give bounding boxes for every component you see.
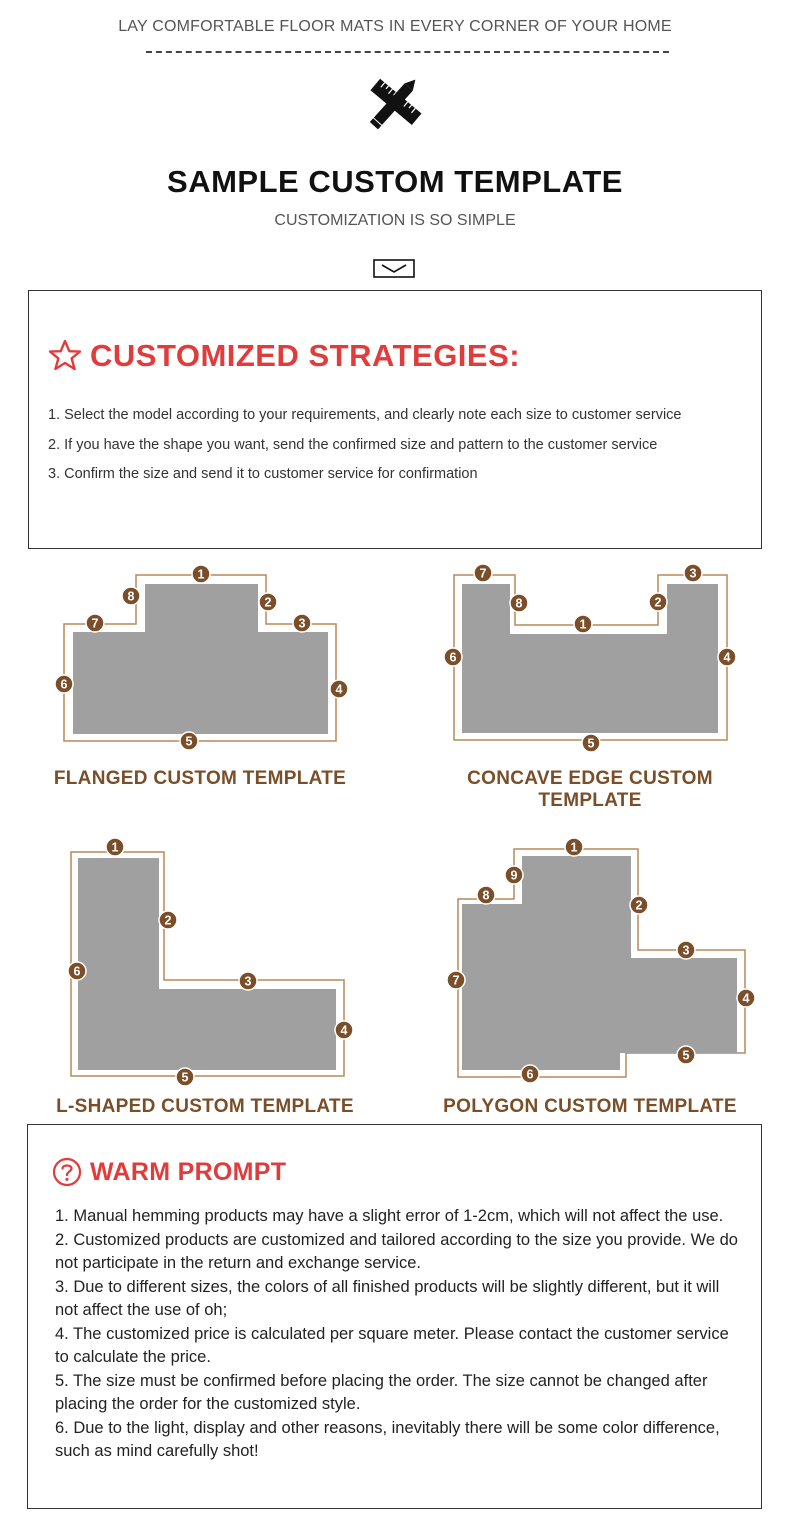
dimension-marker (649, 593, 667, 611)
dimension-marker (521, 1065, 539, 1083)
dimension-marker (505, 866, 523, 884)
l-shaped-template-diagram (40, 830, 370, 1090)
marker-number: 6 (449, 650, 457, 665)
dimension-marker (68, 962, 86, 980)
marker-number: 5 (682, 1048, 690, 1063)
dimension-marker (582, 734, 600, 752)
marker-number: 8 (515, 596, 523, 611)
question-circle-icon (52, 1157, 82, 1187)
marker-number: 6 (60, 677, 68, 692)
dashed-divider (146, 51, 669, 53)
polygon-template-diagram (430, 830, 760, 1090)
dimension-marker (574, 615, 592, 633)
dimension-marker (180, 732, 198, 750)
marker-number: 2 (654, 595, 662, 610)
dimension-marker (259, 593, 277, 611)
dimension-marker (684, 564, 702, 582)
dimension-marker (192, 565, 210, 583)
dimension-marker (106, 838, 124, 856)
dimension-marker (122, 587, 140, 605)
marker-number: 3 (682, 943, 690, 958)
marker-number: 5 (185, 734, 193, 749)
marker-number: 1 (579, 617, 587, 632)
tagline: LAY COMFORTABLE FLOOR MATS IN EVERY CORNER OF YOUR HOME (118, 18, 672, 35)
template-label-concave: CONCAVE EDGE CUSTOM TEMPLATE (467, 768, 713, 811)
marker-number: 5 (587, 736, 595, 751)
dimension-marker (159, 911, 177, 929)
ruler-pencil-icon (360, 72, 430, 134)
warm-prompt-list (55, 1205, 745, 1464)
list-item: 1. Select the model according to your requirements, and clearly note each size to customer service (48, 407, 682, 423)
dimension-marker (477, 886, 495, 904)
marker-number: 8 (482, 888, 490, 903)
template-label-l-shaped: L-SHAPED CUSTOM TEMPLATE (56, 1096, 354, 1117)
marker-number: 2 (264, 595, 272, 610)
page-title: SAMPLE CUSTOM TEMPLATE (167, 164, 623, 199)
dimension-marker (565, 838, 583, 856)
strategies-heading (48, 338, 520, 374)
marker-number: 4 (742, 991, 750, 1006)
marker-number: 3 (298, 616, 306, 631)
envelope-icon (373, 259, 415, 278)
dimension-marker (630, 896, 648, 914)
warm-prompt-heading (52, 1157, 286, 1187)
page-subtitle: CUSTOMIZATION IS SO SIMPLE (274, 212, 516, 229)
list-item: 5. The size must be confirmed before placing the order. The size cannot be changed after placing the order for the customized style. (55, 1371, 708, 1413)
marker-number: 1 (197, 567, 205, 582)
strategies-list (48, 401, 681, 490)
marker-number: 3 (244, 974, 252, 989)
dimension-marker (239, 972, 257, 990)
dimension-marker (55, 675, 73, 693)
template-label-polygon: POLYGON CUSTOM TEMPLATE (443, 1096, 737, 1117)
dimension-marker (176, 1068, 194, 1086)
marker-number: 9 (510, 868, 518, 883)
template-label-flanged: FLANGED CUSTOM TEMPLATE (53, 768, 347, 789)
list-item: 4. The customized price is calculated per square meter. Please contact the customer service to calculate the price. (55, 1324, 729, 1366)
dimension-marker (447, 971, 465, 989)
marker-number: 1 (570, 840, 578, 855)
star-icon (48, 339, 82, 373)
dimension-marker (718, 648, 736, 666)
dimension-marker (86, 614, 104, 632)
marker-number: 7 (452, 973, 460, 988)
marker-number: 4 (335, 682, 343, 697)
list-item: 3. Confirm the size and send it to customer service for confirmation (48, 466, 478, 482)
concave-template-diagram (430, 560, 760, 760)
list-item: 6. Due to the light, display and other reasons, inevitably there will be some color difference, such as mind carefully shot! (55, 1418, 720, 1460)
marker-number: 3 (689, 566, 697, 581)
warm-prompt-title: WARM PROMPT (90, 1157, 287, 1186)
dimension-marker (677, 1046, 695, 1064)
dimension-marker (444, 648, 462, 666)
marker-number: 7 (479, 566, 487, 581)
dimension-marker (510, 594, 528, 612)
marker-number: 2 (164, 913, 172, 928)
marker-number: 8 (127, 589, 135, 604)
marker-number: 1 (111, 840, 119, 855)
dimension-marker (335, 1021, 353, 1039)
list-item: 3. Due to different sizes, the colors of all finished products will be slightly different, but it will not affect the use of oh; (55, 1277, 720, 1319)
list-item: 2. If you have the shape you want, send the confirmed size and pattern to the customer service (48, 436, 658, 453)
marker-number: 2 (635, 898, 643, 913)
marker-number: 4 (340, 1023, 348, 1038)
list-item: 2. Customized products are customized and tailored according to the size you provide. We do not participate in the return and exchange service. (55, 1230, 738, 1272)
strategies-title: CUSTOMIZED STRATEGIES: (90, 338, 521, 373)
dimension-marker (737, 989, 755, 1007)
marker-number: 6 (526, 1067, 534, 1082)
dimension-marker (474, 564, 492, 582)
dimension-marker (293, 614, 311, 632)
list-item: 1. Manual hemming products may have a slight error of 1-2cm, which will not affect the use. (55, 1207, 724, 1225)
flanged-template-diagram (40, 560, 370, 760)
marker-number: 6 (73, 964, 81, 979)
dimension-marker (330, 680, 348, 698)
marker-number: 5 (181, 1070, 189, 1085)
dimension-marker (677, 941, 695, 959)
marker-number: 4 (723, 650, 731, 665)
marker-number: 7 (91, 616, 99, 631)
